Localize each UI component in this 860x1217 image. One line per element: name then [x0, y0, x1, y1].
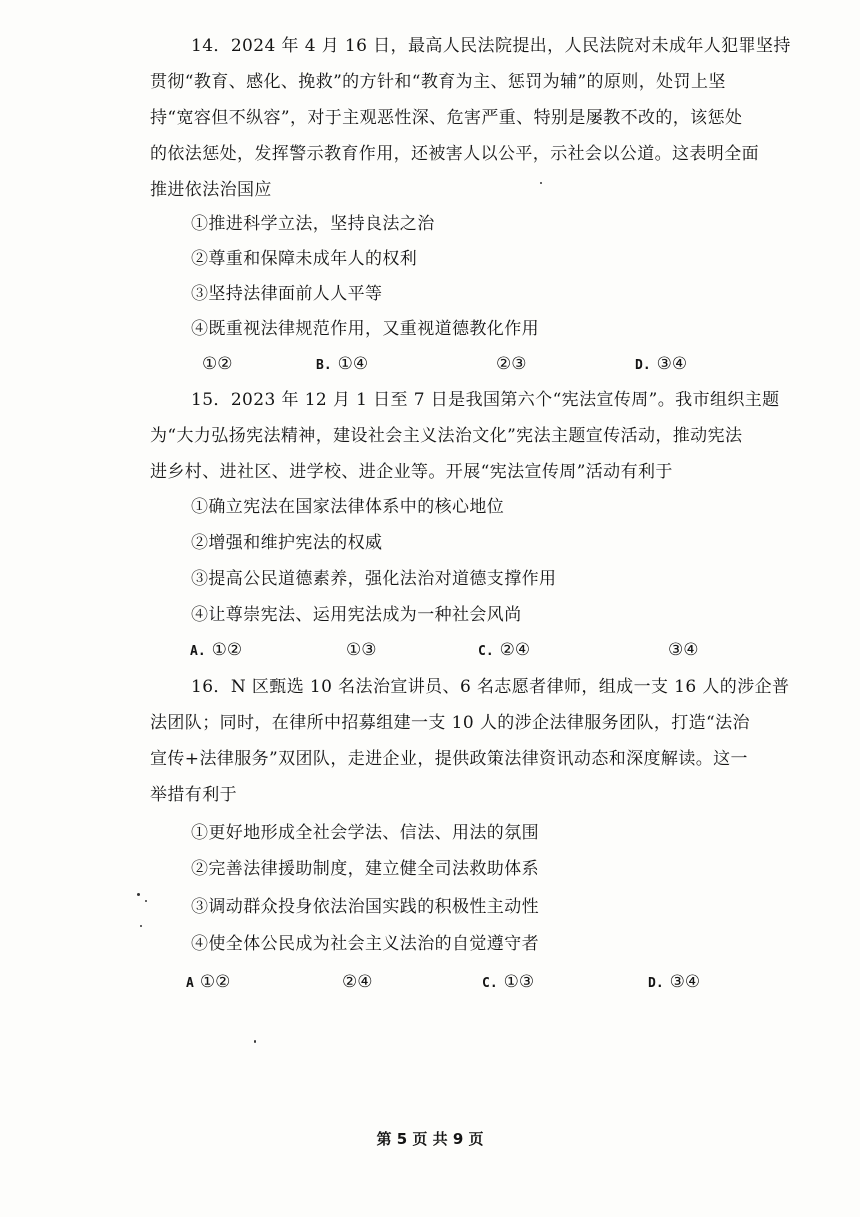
question-stem-line: 举措有利于	[150, 785, 237, 805]
scan-speck	[140, 925, 142, 927]
answer-choice-d[interactable]: D. ③④	[635, 354, 688, 374]
answer-choice-d[interactable]: ③④	[668, 640, 699, 660]
statement-option: ④使全体公民成为社会主义法治的自觉遵守者	[191, 934, 539, 954]
answer-choice-b[interactable]: ②④	[342, 972, 373, 992]
statement-option: ④让尊崇宪法、运用宪法成为一种社会风尚	[191, 605, 522, 625]
question-stem-line: 宣传+法律服务”双团队，走进企业，提供政策法律资讯动态和深度解读。这一	[150, 749, 748, 769]
answer-choice-b[interactable]: ①③	[346, 640, 377, 660]
answer-choice-c[interactable]: C. ②④	[478, 640, 531, 660]
question-stem-line: 为“大力弘扬宪法精神，建设社会主义法治文化”宪法主题宣传活动，推动宪法	[150, 426, 743, 446]
statement-option: ①推进科学立法，坚持良法之治	[191, 214, 435, 234]
statement-option: ②尊重和保障未成年人的权利	[191, 249, 418, 269]
question-stem-line: 贯彻“教育、感化、挽救”的方针和“教育为主、惩罚为辅”的原则，处罚上坚	[150, 72, 726, 92]
question-stem-line: 法团队；同时，在律所中招募组建一支 10 人的涉企法律服务团队，打造“法治	[150, 713, 750, 733]
page-footer: 第 5 页 共 9 页	[376, 1130, 484, 1148]
statement-option: ②完善法律援助制度，建立健全司法救助体系	[191, 859, 539, 879]
question-stem-line: 的依法惩处，发挥警示教育作用，还被害人以公平，示社会以公道。这表明全面	[150, 144, 759, 164]
answer-choice-a[interactable]: A. ①②	[190, 640, 243, 660]
question-stem-line: 14．2024 年 4 月 16 日，最高人民法院提出，人民法院对未成年人犯罪坚持	[191, 36, 791, 56]
answer-choice-c[interactable]: C. ①③	[482, 972, 535, 992]
scan-speck	[145, 900, 147, 902]
question-stem-line: 15．2023 年 12 月 1 日至 7 日是我国第六个“宪法宣传周”。我市组织主题	[191, 390, 780, 410]
answer-choice-a[interactable]: ①②	[202, 354, 233, 374]
statement-option: ①更好地形成全社会学法、信法、用法的氛围	[191, 823, 539, 843]
statement-option: ③提高公民道德素养，强化法治对道德支撑作用	[191, 569, 557, 589]
question-stem-line: 持“宽容但不纵容”，对于主观恶性深、危害严重、特别是屡教不改的，该惩处	[150, 108, 743, 128]
question-stem-line: 16．N 区甄选 10 名法治宣讲员、6 名志愿者律师，组成一支 16 人的涉企普	[191, 677, 790, 697]
answer-choice-a[interactable]: A ①②	[186, 972, 231, 992]
scan-speck	[540, 182, 542, 184]
statement-option: ①确立宪法在国家法律体系中的核心地位	[191, 497, 505, 517]
statement-option: ②增强和维护宪法的权威	[191, 533, 383, 553]
question-stem-line: 进乡村、进社区、进学校、进企业等。开展“宪法宣传周”活动有利于	[150, 462, 673, 482]
answer-choice-b[interactable]: B. ①④	[316, 354, 369, 374]
question-stem-line: 推进依法治国应	[150, 180, 272, 200]
statement-option: ④既重视法律规范作用，又重视道德教化作用	[191, 319, 539, 339]
statement-option: ③调动群众投身依法治国实践的积极性主动性	[191, 897, 539, 917]
scan-speck	[254, 1040, 256, 1043]
answer-choice-d[interactable]: D. ③④	[648, 972, 701, 992]
answer-choice-c[interactable]: ②③	[496, 354, 527, 374]
scan-speck	[137, 893, 140, 896]
statement-option: ③坚持法律面前人人平等	[191, 284, 383, 304]
